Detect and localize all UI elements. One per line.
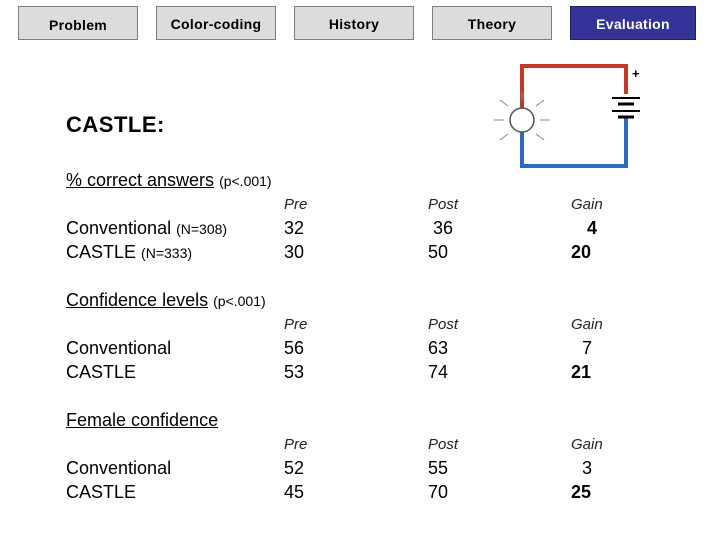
- cell-gain: 20: [571, 242, 592, 262]
- cell-post: 74: [428, 362, 449, 382]
- section-title: Confidence levels: [66, 290, 209, 310]
- row-label: CASTLE (N=333): [66, 242, 193, 262]
- tab-problem-label: Problem: [48, 17, 108, 33]
- cell-pre: 45: [284, 482, 305, 502]
- battery-icon: [612, 98, 640, 117]
- header-pre: Pre: [284, 316, 308, 333]
- header-post: Post: [428, 316, 459, 333]
- tab-evaluation-label: Evaluation: [596, 16, 670, 32]
- cell-post: 63: [428, 338, 449, 358]
- cell-post: 55: [428, 458, 449, 478]
- row-label: CASTLE: [66, 482, 137, 502]
- cell-gain: 3: [582, 458, 593, 478]
- plus-label: +: [632, 66, 640, 81]
- cell-gain: 4: [587, 218, 598, 238]
- row-label: CASTLE: [66, 362, 137, 382]
- cell-pre: 56: [284, 338, 305, 358]
- cell-post: 36: [433, 218, 454, 238]
- section-note: (p<.001): [213, 293, 266, 309]
- cell-pre: 30: [284, 242, 305, 262]
- blue-wire: [522, 118, 626, 166]
- page-title: CASTLE:: [66, 112, 165, 137]
- cell-pre: 32: [284, 218, 305, 238]
- tab-theory-label: Theory: [467, 16, 517, 32]
- row-label: Conventional (N=308): [66, 218, 228, 238]
- circuit-diagram-icon: [490, 58, 650, 178]
- section-note: (p<.001): [219, 173, 272, 189]
- red-wire: [522, 66, 626, 108]
- header-gain: Gain: [571, 316, 603, 333]
- header-post: Post: [428, 196, 459, 213]
- tab-evaluation[interactable]: [570, 6, 696, 40]
- cell-gain: 7: [582, 338, 593, 358]
- cell-gain: 21: [571, 362, 592, 382]
- tab-color-coding[interactable]: [156, 6, 276, 40]
- tab-problem[interactable]: [18, 6, 138, 40]
- header-pre: Pre: [284, 436, 308, 453]
- tab-color-coding-label: Color-coding: [170, 16, 262, 32]
- tab-history[interactable]: [294, 6, 414, 40]
- section-title-confidence: [66, 290, 266, 311]
- section-title: Female confidence: [66, 410, 219, 430]
- section-title-female-confidence: [66, 410, 218, 431]
- section-title: % correct answers: [66, 170, 215, 190]
- row-label: Conventional: [66, 338, 172, 358]
- cell-post: 70: [428, 482, 449, 502]
- section-title-correct-answers: [66, 170, 272, 191]
- tab-theory[interactable]: [432, 6, 552, 40]
- row-label: Conventional: [66, 458, 172, 478]
- header-post: Post: [428, 436, 459, 453]
- tab-history-label: History: [328, 16, 380, 32]
- header-gain: Gain: [571, 436, 603, 453]
- cell-gain: 25: [571, 482, 592, 502]
- cell-pre: 53: [284, 362, 305, 382]
- cell-post: 50: [428, 242, 449, 262]
- cell-pre: 52: [284, 458, 305, 478]
- header-pre: Pre: [284, 196, 308, 213]
- header-gain: Gain: [571, 196, 603, 213]
